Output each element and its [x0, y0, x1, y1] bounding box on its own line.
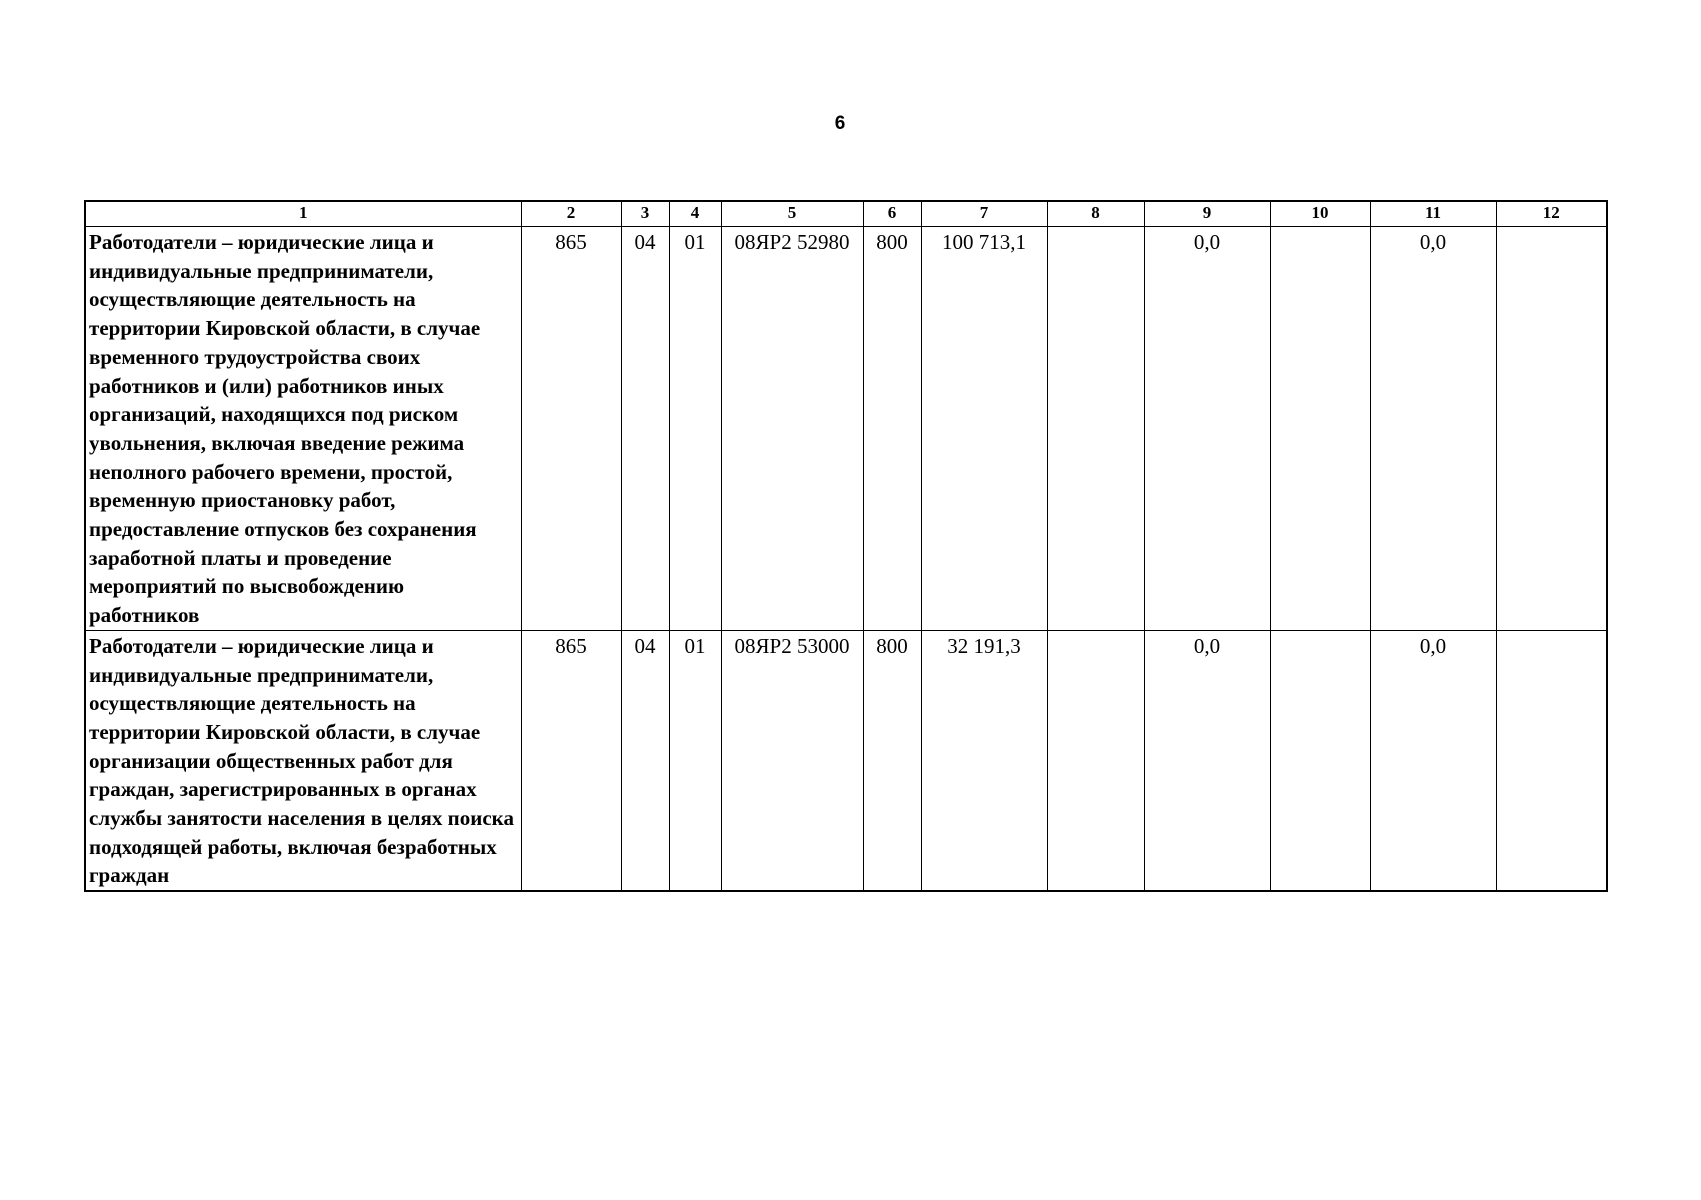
table-row — [85, 227, 1607, 631]
cell-col2: 865 — [521, 630, 621, 891]
column-header: 8 — [1047, 201, 1144, 227]
cell-col5: 08ЯР2 53000 — [721, 630, 863, 891]
column-header: 4 — [669, 201, 721, 227]
cell-col7: 100 713,1 — [921, 227, 1047, 631]
cell-col4: 01 — [669, 630, 721, 891]
cell-col2: 865 — [521, 227, 621, 631]
cell-col6: 800 — [863, 630, 921, 891]
cell-col11: 0,0 — [1370, 630, 1496, 891]
cell-col5: 08ЯР2 52980 — [721, 227, 863, 631]
row-description: Работодатели – юридические лица и индивидуальные предприниматели, осуществляющие деятельность на территории Кировской области, в случае организации общественных работ для граждан, зарегистрированных в органах службы занятости населения в целях поиска подходящей работы, включая безработных граждан — [85, 630, 521, 891]
row-description: Работодатели – юридические лица и индивидуальные предприниматели, осуществляющие деятельность на территории Кировской области, в случае временного трудоустройства своих работников и (или) работников иных организаций, находящихся под риском увольнения, включая введение режима неполного рабочего времени, простой, временную приостановку работ, предоставление отпусков без сохранения заработной платы и проведение мероприятий по высвобождению работников — [85, 227, 521, 631]
column-header: 2 — [521, 201, 621, 227]
cell-col12 — [1496, 630, 1607, 891]
cell-col3: 04 — [621, 227, 669, 631]
column-header: 1 — [85, 201, 521, 227]
cell-col10 — [1270, 630, 1370, 891]
cell-col7: 32 191,3 — [921, 630, 1047, 891]
cell-col8 — [1047, 630, 1144, 891]
cell-col4: 01 — [669, 227, 721, 631]
cell-col3: 04 — [621, 630, 669, 891]
column-header: 6 — [863, 201, 921, 227]
column-header: 7 — [921, 201, 1047, 227]
column-header: 9 — [1144, 201, 1270, 227]
cell-col9: 0,0 — [1144, 227, 1270, 631]
cell-col9: 0,0 — [1144, 630, 1270, 891]
cell-col10 — [1270, 227, 1370, 631]
column-header: 10 — [1270, 201, 1370, 227]
column-header: 12 — [1496, 201, 1607, 227]
budget-table — [84, 200, 1608, 892]
cell-col6: 800 — [863, 227, 921, 631]
page-number: 6 — [834, 113, 846, 134]
header-row — [85, 201, 1607, 227]
cell-col12 — [1496, 227, 1607, 631]
column-header: 5 — [721, 201, 863, 227]
cell-col8 — [1047, 227, 1144, 631]
column-header: 3 — [621, 201, 669, 227]
table-row — [85, 630, 1607, 891]
cell-col11: 0,0 — [1370, 227, 1496, 631]
column-header: 11 — [1370, 201, 1496, 227]
